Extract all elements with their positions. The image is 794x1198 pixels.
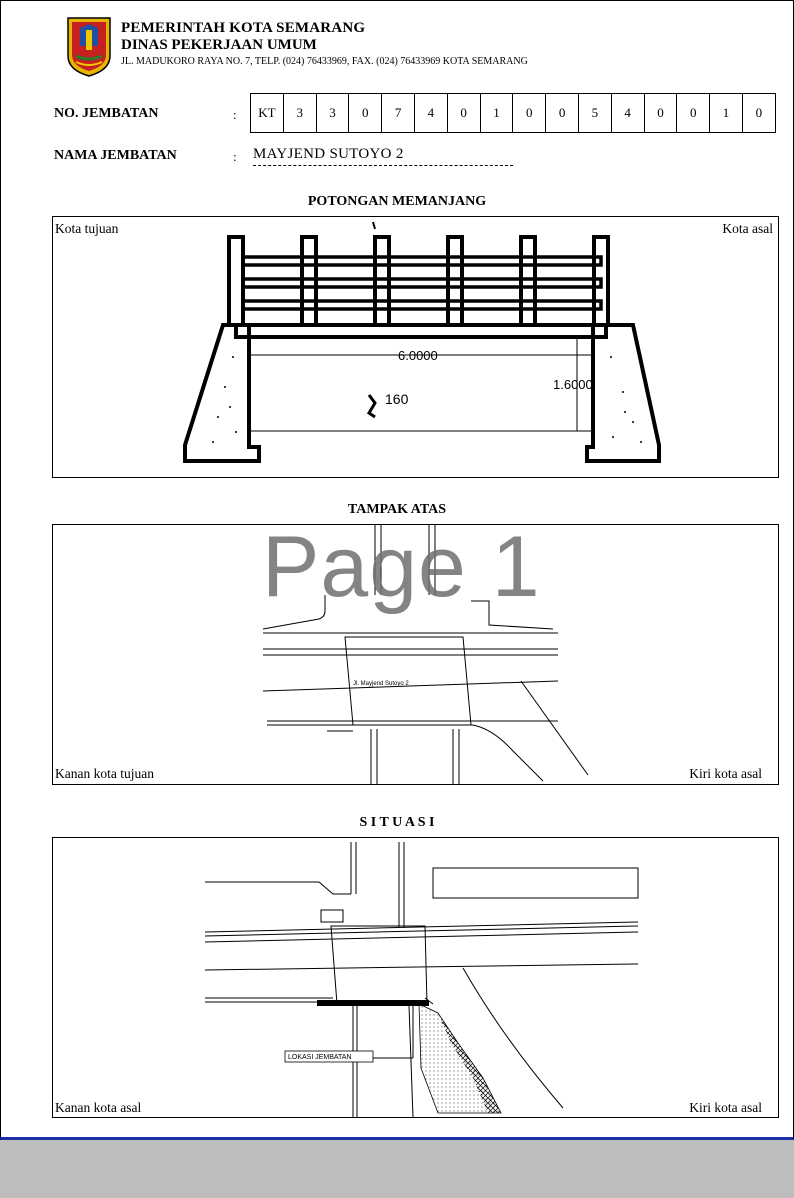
label-kiri-kota-asal: Kiri kota asal bbox=[689, 766, 762, 781]
situation-drawing bbox=[53, 838, 778, 1117]
viewer-background bbox=[0, 1140, 794, 1198]
bridge-number-cell: 0 bbox=[513, 94, 546, 133]
section-title-potongan: POTONGAN MEMANJANG bbox=[307, 194, 487, 209]
bridge-number-cell: 4 bbox=[611, 94, 644, 133]
bridge-number-cell: 0 bbox=[447, 94, 480, 133]
org-name-line2: DINAS PEKERJAAN UMUM bbox=[121, 37, 317, 53]
no-jembatan-label: NO. JEMBATAN bbox=[54, 106, 159, 121]
nama-jembatan-colon: : bbox=[233, 149, 237, 164]
road-name-label: Jl. Mayjend Sutoyo 2 bbox=[353, 681, 409, 687]
longitudinal-section-panel bbox=[52, 216, 779, 478]
label-kota-asal: Kota asal bbox=[722, 221, 773, 236]
situation-panel bbox=[52, 837, 779, 1118]
bridge-number-cell: 1 bbox=[480, 94, 513, 133]
bridge-number-cell: 7 bbox=[382, 94, 415, 133]
section-title-situasi: S I T U A S I bbox=[359, 815, 435, 830]
bridge-number-cell: 0 bbox=[742, 94, 775, 133]
bridge-number-cell: 0 bbox=[677, 94, 710, 133]
nama-jembatan-label: NAMA JEMBATAN bbox=[54, 148, 177, 163]
bridge-number-cell: 0 bbox=[349, 94, 382, 133]
semarang-coat-of-arms-icon bbox=[66, 16, 112, 78]
elevation-label: 160 bbox=[385, 391, 409, 407]
bridge-number-cell: 4 bbox=[414, 94, 447, 133]
label-kota-tujuan: Kota tujuan bbox=[55, 221, 119, 236]
longitudinal-section-drawing bbox=[53, 217, 778, 477]
label-kanan-kota-tujuan: Kanan kota tujuan bbox=[55, 766, 154, 781]
bridge-number-cell: 3 bbox=[316, 94, 349, 133]
section-title-tampak: TAMPAK ATAS bbox=[347, 502, 447, 517]
no-jembatan-colon: : bbox=[233, 107, 237, 122]
bridge-number-cell: 3 bbox=[283, 94, 316, 133]
bridge-number-cell: 0 bbox=[546, 94, 579, 133]
label-kanan-kota-asal: Kanan kota asal bbox=[55, 1100, 142, 1115]
bridge-number-cell: 1 bbox=[710, 94, 743, 133]
org-address: JL. MADUKORO RAYA NO. 7, TELP. (024) 76433969, FAX. (024) 76433969 KOTA SEMARANG bbox=[121, 56, 528, 67]
dimension-span: 6.0000 bbox=[398, 348, 438, 363]
page-watermark: Page 1 bbox=[262, 519, 541, 615]
bridge-number-cell: KT bbox=[251, 94, 284, 133]
dimension-height: 1.6000 bbox=[553, 377, 593, 392]
label-kiri-kota-asal-situasi: Kiri kota asal bbox=[689, 1100, 762, 1115]
bridge-number-table bbox=[250, 93, 776, 133]
bridge-name-value: MAYJEND SUTOYO 2 bbox=[253, 146, 513, 166]
bridge-number-cell: 5 bbox=[578, 94, 611, 133]
org-name-line1: PEMERINTAH KOTA SEMARANG bbox=[121, 20, 366, 36]
bridge-location-label: LOKASI JEMBATAN bbox=[288, 1054, 352, 1061]
bridge-number-cell: 0 bbox=[644, 94, 677, 133]
